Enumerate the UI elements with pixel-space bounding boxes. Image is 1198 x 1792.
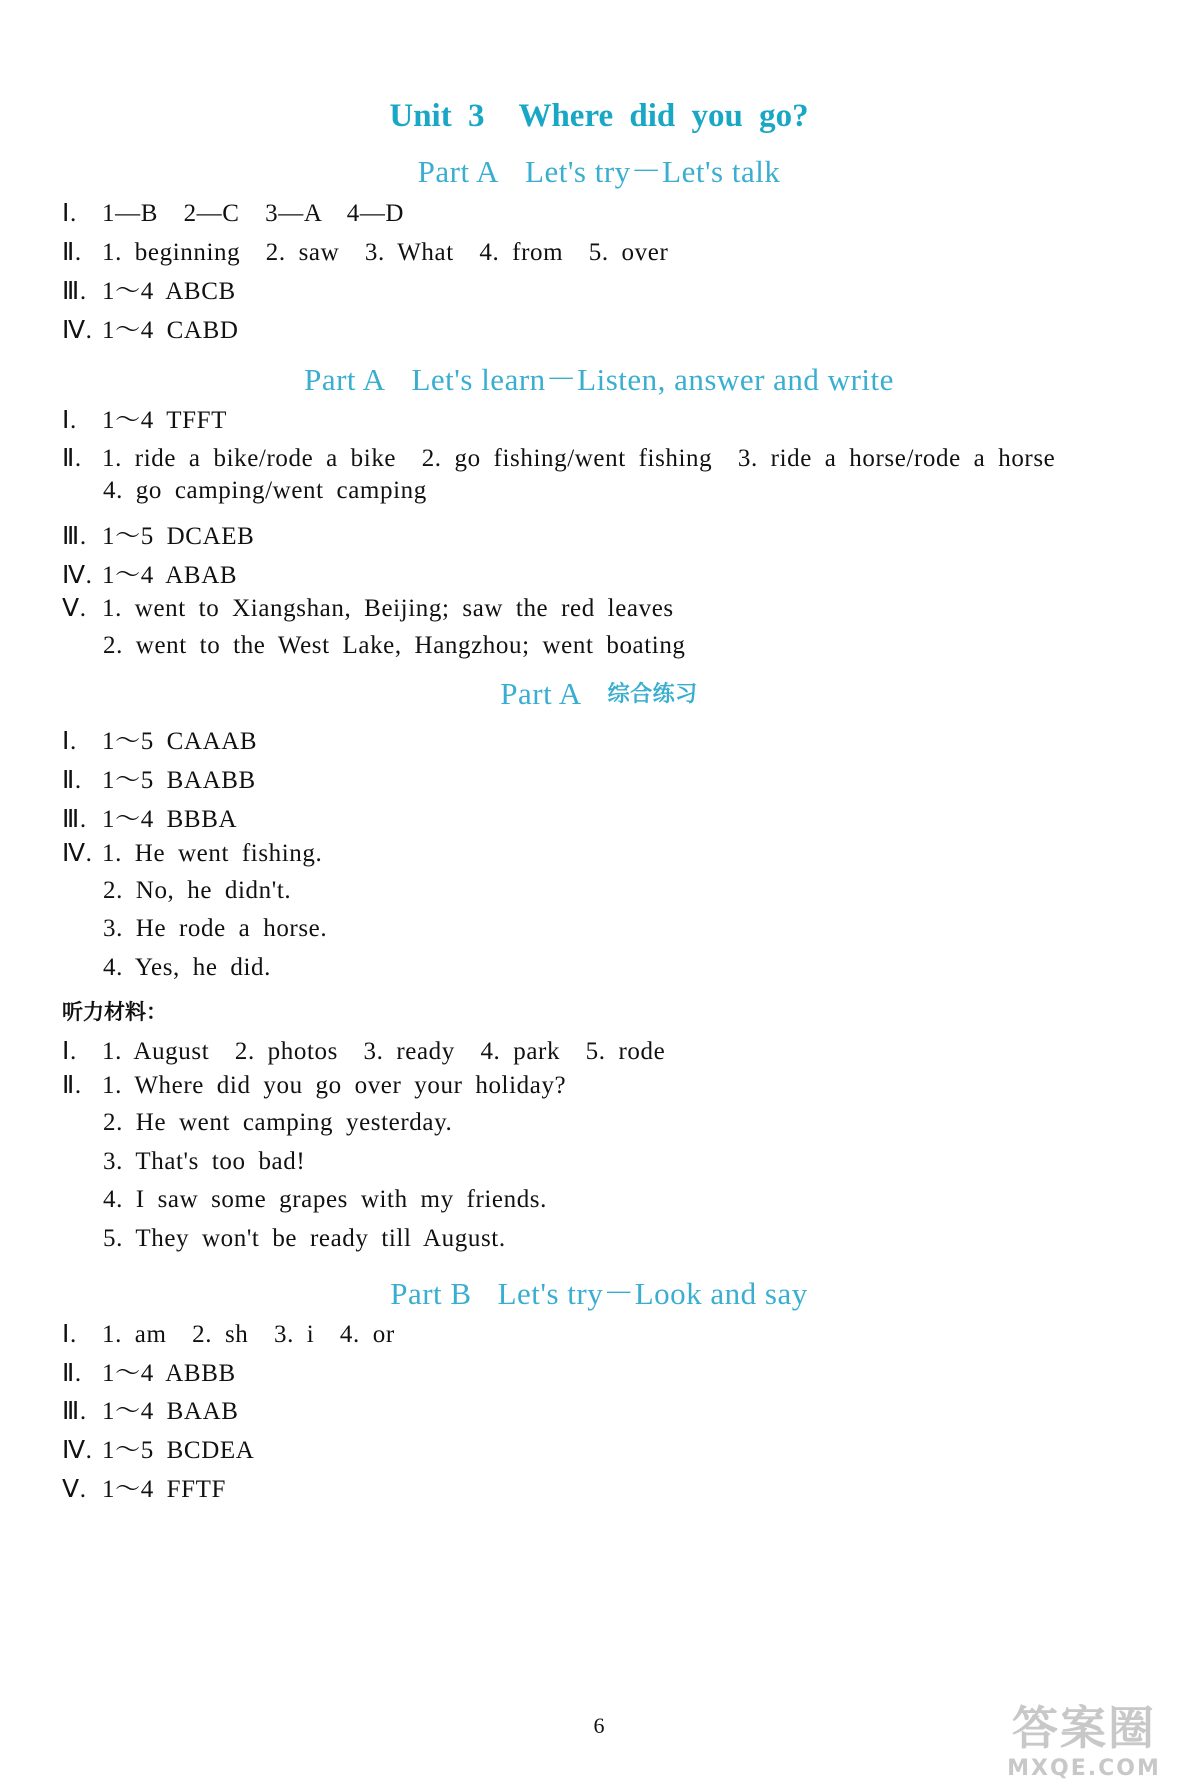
answer-text: 1～4 ABCB [102, 278, 236, 305]
listening-heading: 听力材料： [62, 1000, 167, 1024]
answer-line [62, 438, 1055, 474]
item-numeral: Ⅰ. [62, 407, 77, 434]
item-numeral: Ⅲ. [62, 1398, 87, 1425]
answer-text: 2. No, he didn't. [103, 877, 292, 904]
item-numeral: Ⅳ. [62, 1437, 93, 1464]
answer-text: 3. He rode a horse. [103, 915, 328, 942]
item-numeral: Ⅲ. [62, 278, 87, 305]
answer-line [62, 760, 256, 796]
answer-line [103, 877, 291, 905]
answer-line [62, 721, 257, 757]
answer-line [62, 271, 236, 307]
answer-text: 1—B 2—C 3—A 4—D [102, 200, 405, 227]
unit-heading: Where did you go? [518, 98, 809, 134]
section-subtitle: Let's try－Let's talk [525, 154, 781, 189]
answer-text: 5. They won't be ready till August. [103, 1225, 506, 1252]
answer-line [62, 400, 227, 436]
answer-line [62, 1314, 395, 1350]
answer-line [62, 516, 254, 552]
item-numeral: Ⅱ. [62, 1360, 82, 1387]
answer-line [62, 1469, 226, 1505]
item-numeral: Ⅰ. [62, 1038, 77, 1065]
item-numeral: Ⅴ. [62, 1476, 87, 1503]
answer-text: 1～4 BBBA [102, 806, 238, 833]
answer-line [62, 1391, 239, 1427]
answer-text: 1～5 DCAEB [102, 523, 255, 550]
answer-text: 4. go camping/went camping [103, 477, 427, 504]
answer-text: 1～4 ABAB [102, 562, 238, 589]
answer-line [62, 1031, 665, 1067]
item-numeral: Ⅳ. [62, 562, 93, 589]
answer-text: 1～4 BAAB [102, 1398, 239, 1425]
answer-text: 1. beginning 2. saw 3. What 4. from 5. over [102, 239, 669, 266]
answer-text: 1～5 BAABB [102, 767, 256, 794]
answer-text: 3. That's too bad! [103, 1148, 306, 1175]
answer-text: 1～5 CAAAB [102, 728, 258, 755]
answer-line [103, 1186, 547, 1214]
answer-line [62, 310, 239, 346]
answer-line [103, 954, 271, 982]
answer-text: 4. Yes, he did. [103, 954, 271, 981]
section-part-label: Part A [304, 362, 386, 397]
item-numeral: Ⅴ. [62, 595, 87, 622]
section-title [0, 676, 1198, 712]
answer-text: 1～4 CABD [102, 317, 239, 344]
answer-line [62, 1070, 566, 1100]
answer-line [62, 232, 668, 268]
section-subtitle: Let's try－Look and say [497, 1276, 808, 1311]
watermark-text: 答案圈 [1012, 1701, 1156, 1755]
answer-line [103, 477, 427, 505]
item-numeral: Ⅰ. [62, 728, 77, 755]
answer-line [103, 1109, 452, 1137]
answer-text: 1. ride a bike/rode a bike 2. go fishing/went fishing 3. ride a horse/rode a horse [102, 445, 1056, 472]
page-number: 6 [593, 1713, 605, 1738]
answer-line [62, 1353, 236, 1389]
item-numeral: Ⅳ. [62, 840, 93, 867]
section-part-label: Part A [417, 154, 500, 189]
answer-line [62, 1430, 254, 1466]
item-numeral: Ⅱ. [62, 1072, 82, 1099]
answer-line [103, 915, 327, 943]
answer-line [62, 193, 404, 229]
answer-text: 1. went to Xiangshan, Beijing; saw the red leaves [102, 595, 674, 622]
item-numeral: Ⅱ. [62, 445, 82, 472]
item-numeral: Ⅲ. [62, 806, 87, 833]
section-title [0, 354, 1198, 399]
answer-line [62, 593, 674, 623]
answer-text: 1～4 ABBB [102, 1360, 236, 1387]
answer-text: 1. am 2. sh 3. i 4. or [102, 1321, 395, 1348]
watermark-logo [984, 1700, 1184, 1788]
section-part-label: Part A [500, 676, 582, 711]
watermark-url: MXQE.COM [1007, 1756, 1161, 1781]
answer-line [62, 838, 322, 868]
item-numeral: Ⅰ. [62, 200, 77, 227]
answer-text: 1～5 BCDEA [102, 1437, 255, 1464]
section-title [0, 146, 1198, 191]
section-title [0, 1268, 1198, 1313]
item-numeral: Ⅲ. [62, 523, 87, 550]
section-subtitle: 综合练习 [607, 682, 698, 707]
item-numeral: Ⅱ. [62, 239, 82, 266]
answer-line [103, 632, 686, 660]
answer-line [103, 1148, 305, 1176]
unit-title [0, 98, 1198, 135]
section-subtitle: Let's learn－Listen, answer and write [411, 362, 894, 397]
answer-text: 1. Where did you go over your holiday? [102, 1072, 567, 1099]
answer-text: 1. August 2. photos 3. ready 4. park 5. rode [102, 1038, 666, 1065]
answer-line [103, 1225, 506, 1253]
answer-line [62, 555, 237, 591]
section-part-label: Part B [390, 1276, 472, 1311]
answer-text: 1. He went fishing. [102, 840, 323, 867]
answer-text: 2. went to the West Lake, Hangzhou; went boating [103, 632, 686, 659]
answer-text: 1～4 FFTF [102, 1476, 227, 1503]
item-numeral: Ⅱ. [62, 767, 82, 794]
answer-line [62, 799, 237, 835]
item-numeral: Ⅰ. [62, 1321, 77, 1348]
item-numeral: Ⅳ. [62, 317, 93, 344]
unit-label: Unit 3 [389, 98, 485, 134]
answer-text: 2. He went camping yesterday. [103, 1109, 453, 1136]
answer-text: 1～4 TFFT [102, 407, 227, 434]
answer-text: 4. I saw some grapes with my friends. [103, 1186, 547, 1213]
